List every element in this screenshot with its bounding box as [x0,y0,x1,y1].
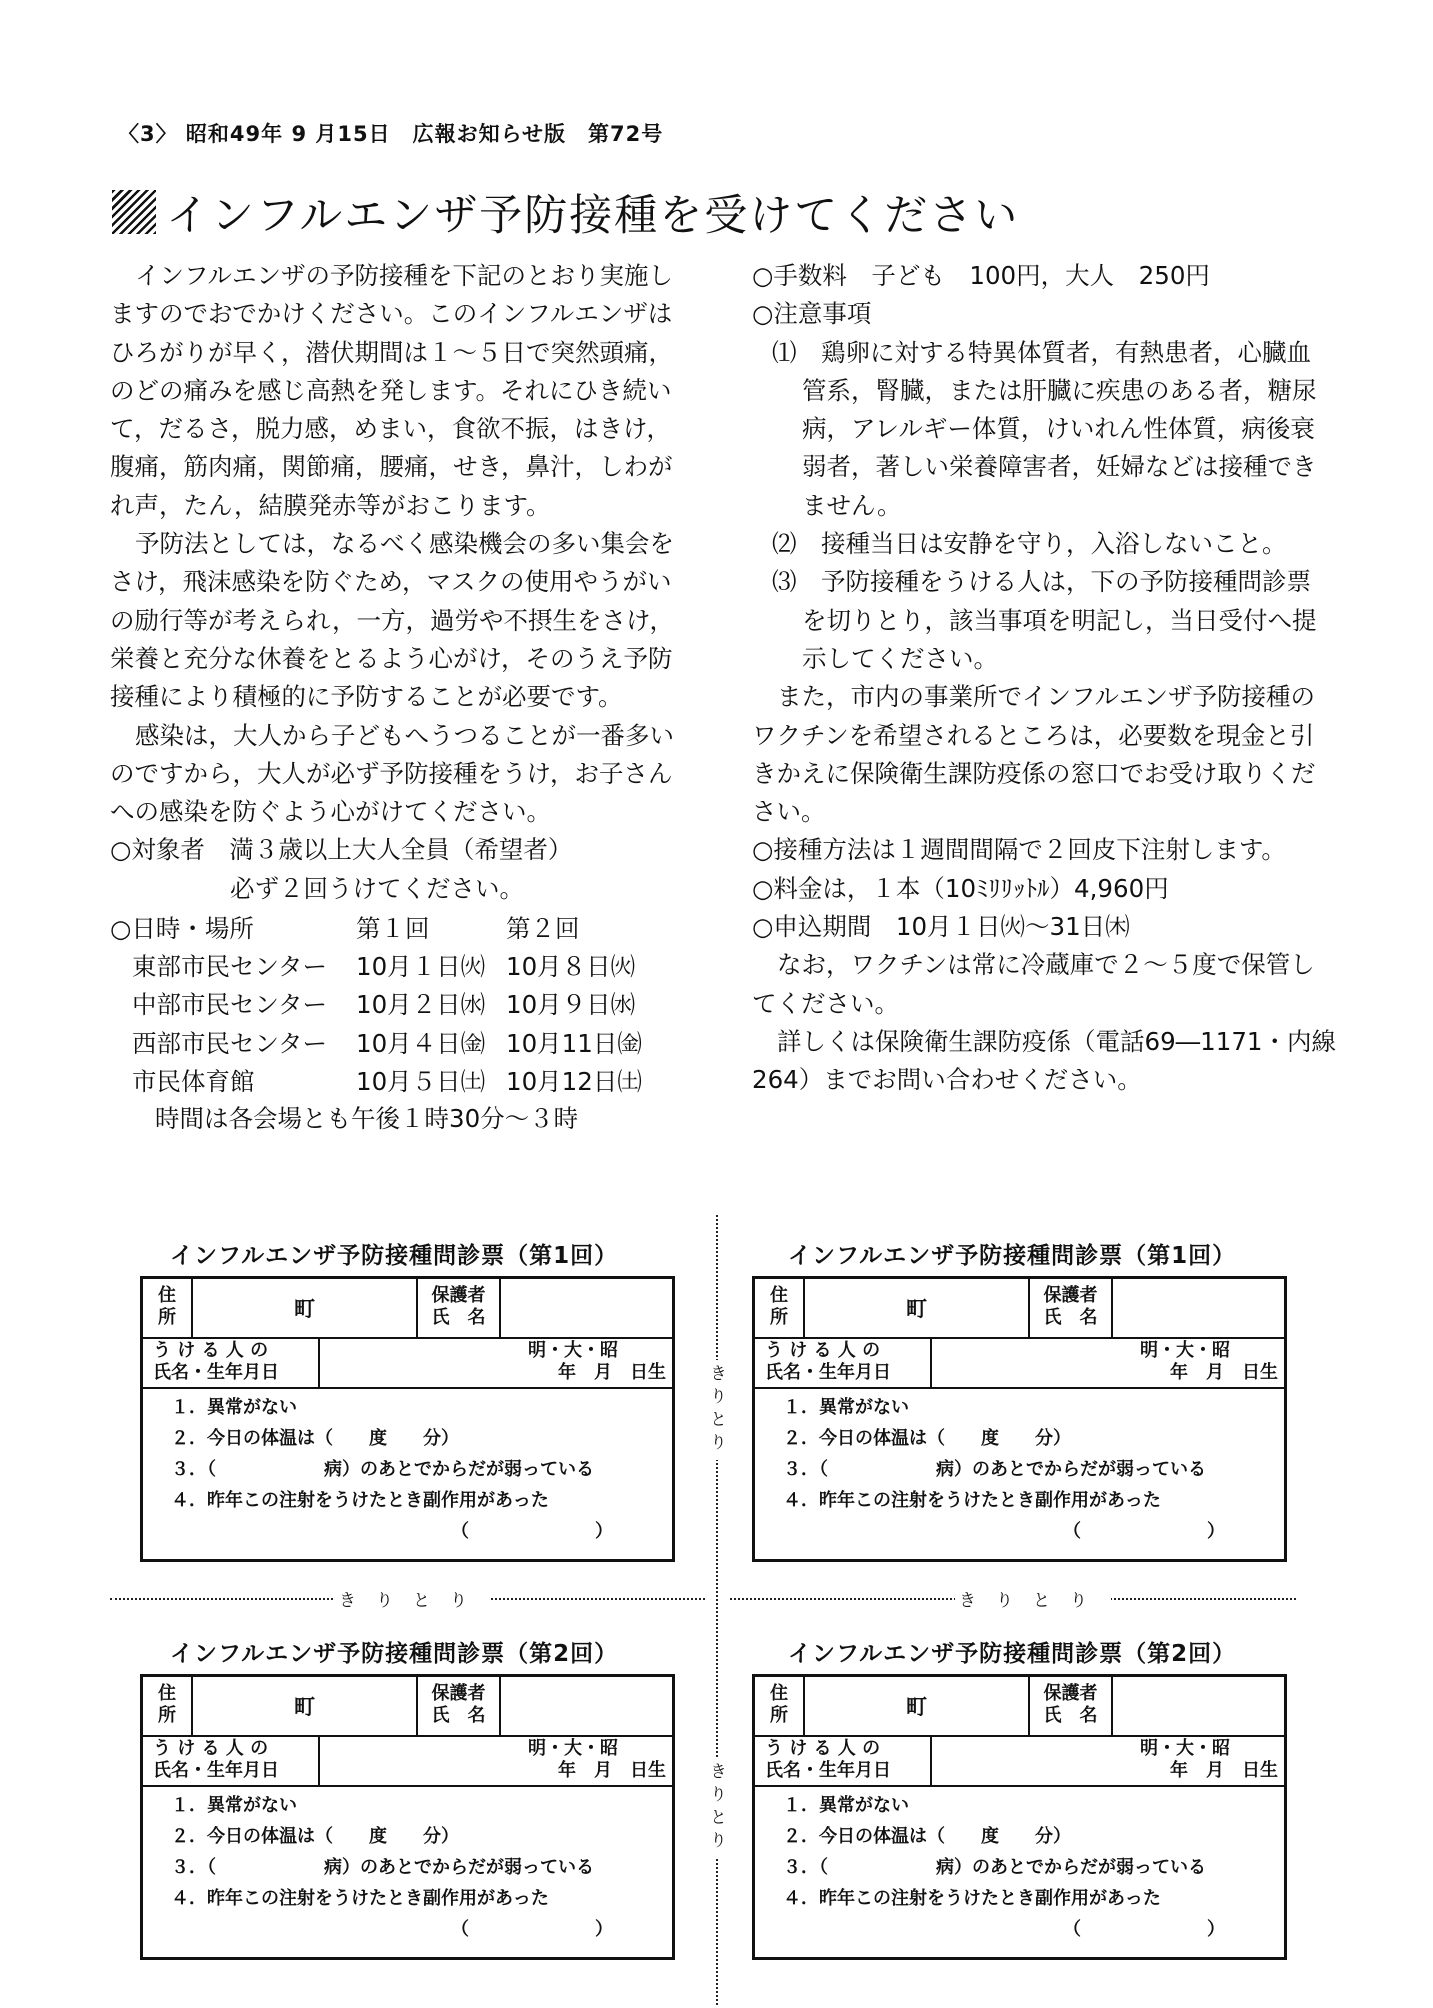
person-label-2: 氏名・生年月日 [153,1362,279,1383]
questionnaire-form [752,1674,1287,1960]
target-line: ○対象者 満３歳以上大人全員（希望者） [110,835,573,865]
right-line: てください。 [752,988,899,1018]
date-1: 10月２日㈬ [356,990,486,1020]
cut-label: きりとり [335,1586,491,1611]
address-label [143,1279,191,1337]
schedule-head-2: 第２回 [506,913,580,943]
check-item-3[interactable]: ３．（ 病）のあとでからだが弱っている [783,1459,1206,1480]
check-item-3[interactable]: ３．（ 病）のあとでからだが弱っている [171,1857,594,1878]
left-line: インフルエンザの予防接種を下記のとおり実施し [135,261,674,290]
left-line: 接種により積極的に予防することが必要です。 [110,682,623,712]
checklist [171,1392,613,1547]
caution-3-cont: 示してください。 [802,643,998,673]
address-label-1: 住 [158,1683,176,1704]
checklist [171,1790,613,1945]
form-title-right-1: インフルエンザ予防接種問診票（第1回） [788,1243,1237,1269]
left-line: 栄養と充分な休養をとるよう心がけ，そのうえ予防 [110,643,673,673]
form-title-left-2: インフルエンザ予防接種問診票（第2回） [170,1641,619,1667]
guardian-label [1028,1677,1111,1735]
town-label: 町 [906,1297,927,1321]
birthdate-field[interactable] [1120,1337,1284,1387]
caution-1-cont: 弱者，著しい栄養障害者，妊婦などは接種でき [802,452,1317,482]
address-label [143,1677,191,1735]
check-item-2[interactable]: ２．今日の体温は（ 度 分） [171,1428,459,1449]
person-name-field[interactable] [318,1337,508,1387]
person-name-field[interactable] [930,1735,1120,1785]
method-line: ○接種方法は１週間間隔で２回皮下注射します。 [752,835,1286,865]
town-label: 町 [906,1695,927,1719]
person-label-2: 氏名・生年月日 [765,1760,891,1781]
venue: 市民体育館 [132,1066,255,1096]
date-2: 10月11日㈮ [506,1028,642,1058]
era-label: 明・大・昭 [1140,1340,1230,1361]
caution-3: ⑶ 予防接種をうける人は，下の予防接種問診票 [772,567,1311,597]
check-item-4[interactable]: ４．昨年この注射をうけたとき副作用があった [171,1490,549,1511]
address-row [755,1279,1284,1339]
address-label-2: 所 [770,1307,788,1328]
left-line: れ声，たん，結膜発赤等がおこります。 [110,490,551,520]
guardian-label [416,1677,499,1735]
guardian-name-field[interactable] [1111,1677,1284,1735]
guardian-label [1028,1279,1111,1337]
guardian-label-2: 氏 名 [1043,1307,1098,1328]
left-column [110,257,674,1138]
town-label: 町 [294,1297,315,1321]
address-field[interactable] [803,1279,1028,1337]
person-label-1: う け る 人 の [765,1738,881,1759]
caution-1: ⑴ 鶏卵に対する特異体質者，有熱患者，心臓血 [772,337,1311,367]
table-row [110,1023,642,1061]
schedule-head-1: 第１回 [356,913,430,943]
right-line: 264）までお問い合わせください。 [752,1065,1142,1095]
cut-label-vertical: きりとり [704,1758,729,1858]
right-line: また，市内の事業所でインフルエンザ予防接種の [777,682,1316,712]
guardian-label-2: 氏 名 [1043,1705,1098,1726]
form-title-right-2: インフルエンザ予防接種問診票（第2回） [788,1641,1237,1667]
left-line: の励行等が考えられ，一方，過労や不摂生をさけ， [110,605,674,635]
form-title-left-1: インフルエンザ予防接種問診票（第1回） [170,1243,619,1269]
caution-3-cont: を切りとり，該当事項を明記し，当日受付へ提 [802,605,1317,635]
guardian-label-1: 保護者 [431,1285,486,1306]
check-item-1[interactable]: １．異常がない [783,1795,909,1816]
date-2: 10月９日㈬ [506,990,636,1020]
hatch-mark-icon [112,190,156,234]
date-2: 10月12日㈯ [506,1066,642,1096]
checklist [783,1392,1225,1547]
time-note: 時間は各会場とも午後１時30分～３時 [155,1103,579,1133]
person-label-2: 氏名・生年月日 [765,1362,891,1383]
date-1: 10月１日㈫ [356,951,486,981]
address-label-2: 所 [158,1705,176,1726]
person-label [143,1337,318,1387]
person-label [143,1735,318,1785]
address-row [755,1677,1284,1737]
person-label-1: う け る 人 の [153,1738,269,1759]
right-line: なお，ワクチンは常に冷蔵庫で２～５度で保管し [777,950,1315,980]
address-row [143,1279,672,1339]
left-line: 腹痛，筋肉痛，関節痛，腰痛，せき，鼻汁，しわが [110,452,673,482]
table-row [110,946,642,984]
guardian-label-2: 氏 名 [431,1705,486,1726]
check-item-1[interactable]: １．異常がない [171,1795,297,1816]
left-line: ますのでおでかけください。このインフルエンザは [110,299,673,329]
check-item-4[interactable]: ４．昨年この注射をうけたとき副作用があった [171,1888,549,1909]
birthdate-label: 年 月 日生 [558,1362,666,1383]
right-line: きかえに保険衛生課防疫係の窓口でお受け取りくだ [752,758,1316,788]
person-name-field[interactable] [930,1337,1120,1387]
right-column [752,257,1336,1100]
date-1: 10月５日㈯ [356,1066,486,1096]
address-label-1: 住 [158,1285,176,1306]
town-label: 町 [294,1695,315,1719]
address-row [143,1677,672,1737]
guardian-name-field[interactable] [499,1279,672,1337]
person-label [755,1337,930,1387]
address-label-2: 所 [770,1705,788,1726]
guardian-label-1: 保護者 [1043,1285,1098,1306]
check-item-2[interactable]: ２．今日の体温は（ 度 分） [171,1826,459,1847]
guardian-name-field[interactable] [1111,1279,1284,1337]
price-line: ○料金は，１本（10ﾐﾘﾘｯﾄﾙ）4,960円 [752,873,1169,903]
birthdate-field[interactable] [508,1735,672,1785]
vertical-cut-line[interactable] [716,1215,718,2005]
left-line: ひろがりが早く，潜伏期間は１～５日で突然頭痛， [110,337,674,367]
period-line: ○申込期間 10月１日㈫～31日㈭ [752,912,1130,942]
caution-1-cont: 管系，腎臓，または肝臓に疾患のある者，糖尿 [802,375,1317,405]
birthdate-field[interactable] [1120,1735,1284,1785]
address-label [755,1677,803,1735]
check-item-1[interactable]: １．異常がない [783,1397,909,1418]
fee-line: ○手数料 子ども 100円，大人 250円 [752,261,1210,290]
side-effect-field[interactable]: （ ） [1063,1919,1225,1940]
venue: 西部市民センター [132,1028,328,1058]
checklist [783,1790,1225,1945]
page-header: 〈3〉 昭和49年 9 月15日 広報お知らせ版 第72号 [118,122,664,146]
check-item-2[interactable]: ２．今日の体温は（ 度 分） [783,1428,1071,1449]
check-item-4[interactable]: ４．昨年この注射をうけたとき副作用があった [783,1490,1161,1511]
schedule-table [110,908,642,1099]
table-row [110,985,642,1023]
address-field[interactable] [803,1677,1028,1735]
birthdate-label: 年 月 日生 [558,1760,666,1781]
target-note: 必ず２回うけてください。 [230,873,524,903]
date-2: 10月８日㈫ [506,951,636,981]
right-line: ワクチンを希望されるところは，必要数を現金と引 [752,720,1315,750]
left-line: のどの痛みを感じ高熱を発します。それにひき続い [110,375,672,405]
era-label: 明・大・昭 [1140,1738,1230,1759]
check-item-3[interactable]: ３．（ 病）のあとでからだが弱っている [783,1857,1206,1878]
address-label-1: 住 [770,1683,788,1704]
guardian-label [416,1279,499,1337]
person-row [143,1735,672,1787]
date-1: 10月４日㈮ [356,1028,486,1058]
birthdate-label: 年 月 日生 [1170,1362,1278,1383]
check-item-4[interactable]: ４．昨年この注射をうけたとき副作用があった [783,1888,1161,1909]
right-line: さい。 [752,797,826,827]
guardian-label-1: 保護者 [1043,1683,1098,1704]
article-title [112,183,1019,241]
left-line: 予防法としては，なるべく感染機会の多い集会を [135,529,674,559]
side-effect-field[interactable]: （ ） [1063,1521,1225,1542]
right-line: 詳しくは保険衛生課防疫係（電話69―1171・内線 [777,1026,1337,1056]
questionnaire-form [140,1276,675,1562]
questionnaire-form [140,1674,675,1960]
caution-heading: ○注意事項 [752,299,872,329]
era-label: 明・大・昭 [528,1340,618,1361]
person-row [755,1337,1284,1389]
left-line: のですから，大人が必ず予防接種をうけ，お子さん [110,758,673,788]
side-effect-field[interactable]: （ ） [451,1919,613,1940]
address-label-2: 所 [158,1307,176,1328]
caution-1-cont: ません。 [802,490,902,520]
side-effect-field[interactable]: （ ） [451,1521,613,1542]
person-label-1: う け る 人 の [765,1340,881,1361]
address-label [755,1279,803,1337]
birthdate-field[interactable] [508,1337,672,1387]
left-line: への感染を防ぐよう心がけてください。 [110,797,551,827]
address-field[interactable] [191,1677,416,1735]
person-label-2: 氏名・生年月日 [153,1760,279,1781]
birthdate-label: 年 月 日生 [1170,1760,1278,1781]
schedule-head-label: ○日時・場所 [110,913,254,943]
title-text: インフルエンザ予防接種を受けてください [166,190,1020,241]
left-line: て，だるさ，脱力感，めまい，食欲不振，はきけ， [110,414,672,444]
person-row [143,1337,672,1389]
venue: 中部市民センター [132,990,328,1020]
guardian-label-1: 保護者 [431,1683,486,1704]
person-name-field[interactable] [318,1735,508,1785]
left-line: 感染は，大人から子どもへうつることが一番多い [135,720,674,750]
person-row [755,1735,1284,1787]
era-label: 明・大・昭 [528,1738,618,1759]
guardian-name-field[interactable] [499,1677,672,1735]
caution-2: ⑵ 接種当日は安静を守り，入浴しないこと。 [772,529,1287,559]
check-item-3[interactable]: ３．（ 病）のあとでからだが弱っている [171,1459,594,1480]
cut-label-vertical: きりとり [704,1360,729,1460]
table-row [110,908,642,946]
questionnaire-form [752,1276,1287,1562]
check-item-2[interactable]: ２．今日の体温は（ 度 分） [783,1826,1071,1847]
person-label-1: う け る 人 の [153,1340,269,1361]
address-label-1: 住 [770,1285,788,1306]
cut-label: きりとり [955,1586,1111,1611]
guardian-label-2: 氏 名 [431,1307,486,1328]
person-label [755,1735,930,1785]
caution-1-cont: 病，アレルギー体質，けいれん性体質，病後衰 [802,414,1315,444]
table-row [110,1061,642,1099]
left-line: さけ，飛沫感染を防ぐため，マスクの使用やうがい [110,567,672,597]
venue: 東部市民センター [132,951,328,981]
check-item-1[interactable]: １．異常がない [171,1397,297,1418]
address-field[interactable] [191,1279,416,1337]
